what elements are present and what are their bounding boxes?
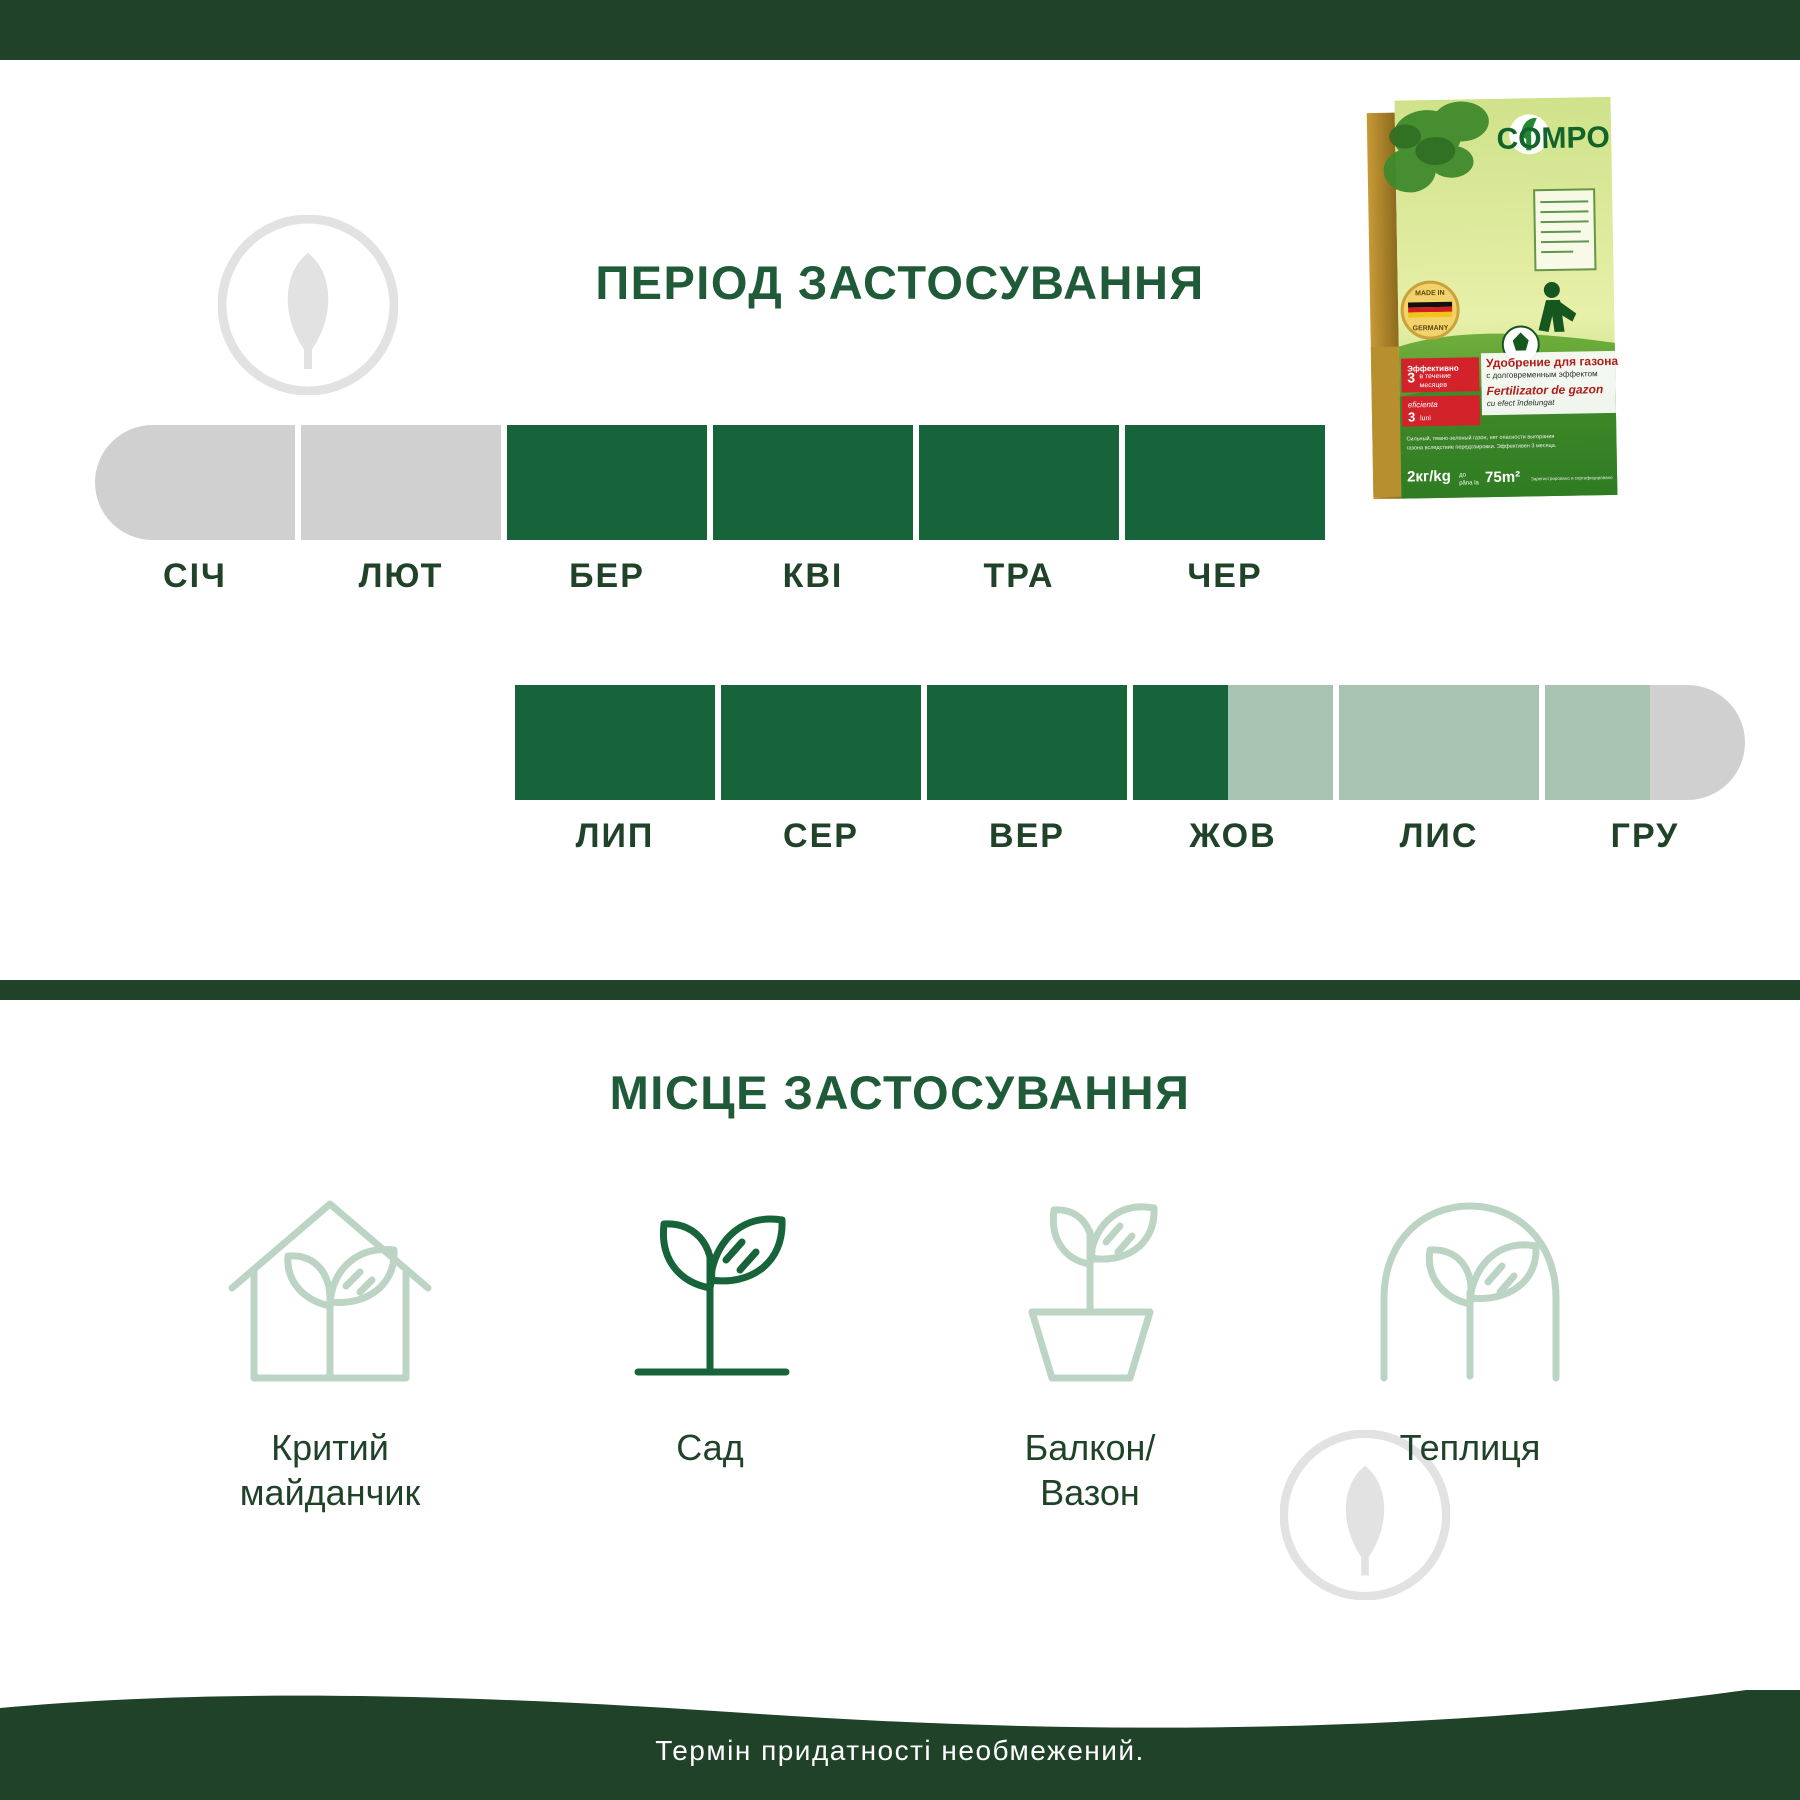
place-item-garden[interactable] — [560, 1175, 860, 1515]
month-bar-sich — [95, 425, 295, 540]
month-label: ВЕР — [989, 817, 1065, 855]
place-label-text: Теплиця — [1399, 1427, 1541, 1468]
month-label: КВІ — [782, 557, 844, 595]
house-plant-icon — [210, 1180, 450, 1390]
month-label: ЛЮТ — [358, 557, 444, 595]
month-label: ЖОВ — [1189, 817, 1277, 855]
month-cell-cher[interactable] — [1125, 425, 1325, 596]
month-label: ЧЕР — [1187, 557, 1263, 595]
place-label-text: Сад — [676, 1427, 744, 1468]
month-label: ГРУ — [1610, 817, 1680, 855]
svg-text:eficienta: eficienta — [1407, 399, 1438, 410]
svg-text:pâna la: pâna la — [1459, 480, 1479, 487]
month-bar-lyp — [515, 685, 715, 800]
place-label-text: Балкон/ Вазон — [1024, 1427, 1156, 1513]
month-bar-ver — [927, 685, 1127, 800]
bar-segment — [95, 425, 295, 540]
icon-holder — [970, 1175, 1210, 1395]
icon-holder — [1350, 1175, 1590, 1395]
svg-text:до: до — [1459, 472, 1466, 479]
month-bar-ser — [721, 685, 921, 800]
bar-segment — [1125, 425, 1325, 540]
svg-text:Эффективно: Эффективно — [1407, 363, 1459, 374]
bar-segment-active — [1133, 685, 1228, 800]
month-label: ЛИП — [575, 817, 655, 855]
bar-segment-faded — [1545, 685, 1650, 800]
month-cell-tra[interactable] — [919, 425, 1119, 596]
svg-text:Удобрение для газона: Удобрение для газона — [1485, 353, 1619, 371]
month-cell-ser[interactable] — [721, 685, 921, 856]
place-label — [240, 1425, 420, 1515]
bar-segment-faded — [1228, 685, 1333, 800]
month-cell-ver[interactable] — [927, 685, 1127, 856]
bar-segment — [919, 425, 1119, 540]
month-label: ТРА — [983, 557, 1055, 595]
bar-segment — [515, 685, 715, 800]
potted-plant-icon — [970, 1180, 1210, 1390]
month-bar-tra — [919, 425, 1119, 540]
place-of-use-list — [0, 1175, 1800, 1515]
month-bar-row-first-half — [95, 425, 1325, 596]
svg-text:COMPO: COMPO — [1496, 120, 1611, 156]
page-title-period: ПЕРІОД ЗАСТОСУВАННЯ — [595, 256, 1205, 309]
month-cell-sich[interactable] — [95, 425, 295, 596]
icon-holder — [590, 1175, 830, 1395]
bar-segment — [507, 425, 707, 540]
made-in-germany-badge — [1402, 282, 1459, 339]
svg-text:Fertilizator de gazon: Fertilizator de gazon — [1486, 382, 1604, 399]
bar-segment-inactive — [1650, 685, 1745, 800]
product-title-block — [1481, 351, 1619, 415]
bar-segment-faded — [1339, 685, 1539, 800]
month-cell-lyp[interactable] — [515, 685, 715, 856]
place-label-text: Критий майданчик — [239, 1427, 421, 1513]
month-cell-lys[interactable] — [1339, 685, 1539, 856]
compo-logo — [1496, 109, 1611, 179]
bar-segment — [721, 685, 921, 800]
svg-text:2кг/kg: 2кг/kg — [1406, 467, 1451, 486]
month-bar-hru — [1545, 685, 1745, 800]
month-bar-liut — [301, 425, 501, 540]
svg-text:газона вследствие передозировк: газона вследствие передозировки. Эффективен 3 месяца. — [1406, 442, 1557, 452]
svg-text:Сильный, темно-зеленый газон,: Сильный, темно-зеленый газон, нет опасности выгорания — [1406, 433, 1555, 443]
svg-text:Зарегистрировано и сертифициро: Зарегистрировано и сертифицировано — [1531, 474, 1613, 482]
month-cell-zhov[interactable] — [1133, 685, 1333, 856]
place-item-greenhouse[interactable] — [1320, 1175, 1620, 1515]
svg-text:в течение: в течение — [1419, 372, 1452, 381]
month-label: СЕР — [783, 817, 859, 855]
svg-text:MADE IN: MADE IN — [1415, 289, 1445, 298]
footer-note: Термін придатності необмежений. — [655, 1735, 1145, 1766]
bar-segment — [301, 425, 501, 540]
place-label — [1400, 1425, 1541, 1470]
place-item-balcony[interactable] — [940, 1175, 1240, 1515]
place-label — [676, 1425, 743, 1470]
product-package-image — [1364, 93, 1621, 507]
month-bar-cher — [1125, 425, 1325, 540]
svg-text:3: 3 — [1407, 409, 1416, 425]
month-label: ЛИС — [1399, 817, 1479, 855]
page-title-place: МІСЦЕ ЗАСТОСУВАННЯ — [609, 1066, 1191, 1119]
svg-text:luni: luni — [1420, 415, 1432, 423]
month-label: СІЧ — [163, 557, 227, 595]
svg-text:cu efect îndelungat: cu efect îndelungat — [1486, 397, 1555, 409]
svg-text:3: 3 — [1407, 369, 1416, 386]
month-bar-zhov — [1133, 685, 1333, 800]
month-bar-kvi — [713, 425, 913, 540]
month-cell-ber[interactable] — [507, 425, 707, 596]
svg-text:75m²: 75m² — [1484, 468, 1521, 487]
month-bar-lys — [1339, 685, 1539, 800]
month-bar-row-second-half — [515, 685, 1745, 856]
wave-divider-middle-top — [0, 915, 1800, 995]
svg-text:с долговременным эффектом: с долговременным эффектом — [1486, 369, 1598, 381]
place-item-indoor[interactable] — [180, 1175, 480, 1515]
month-cell-liut[interactable] — [301, 425, 501, 596]
month-label: БЕР — [569, 557, 645, 595]
month-bar-ber — [507, 425, 707, 540]
garden-sprout-icon — [590, 1180, 830, 1390]
svg-text:GERMANY: GERMANY — [1412, 324, 1449, 333]
greenhouse-plant-icon — [1350, 1180, 1590, 1390]
place-label — [1025, 1425, 1156, 1515]
bar-segment — [713, 425, 913, 540]
icon-holder — [210, 1175, 450, 1395]
bar-segment — [927, 685, 1127, 800]
svg-text:месяцев: месяцев — [1419, 381, 1448, 390]
month-cell-hru[interactable] — [1545, 685, 1745, 856]
month-cell-kvi[interactable] — [713, 425, 913, 596]
